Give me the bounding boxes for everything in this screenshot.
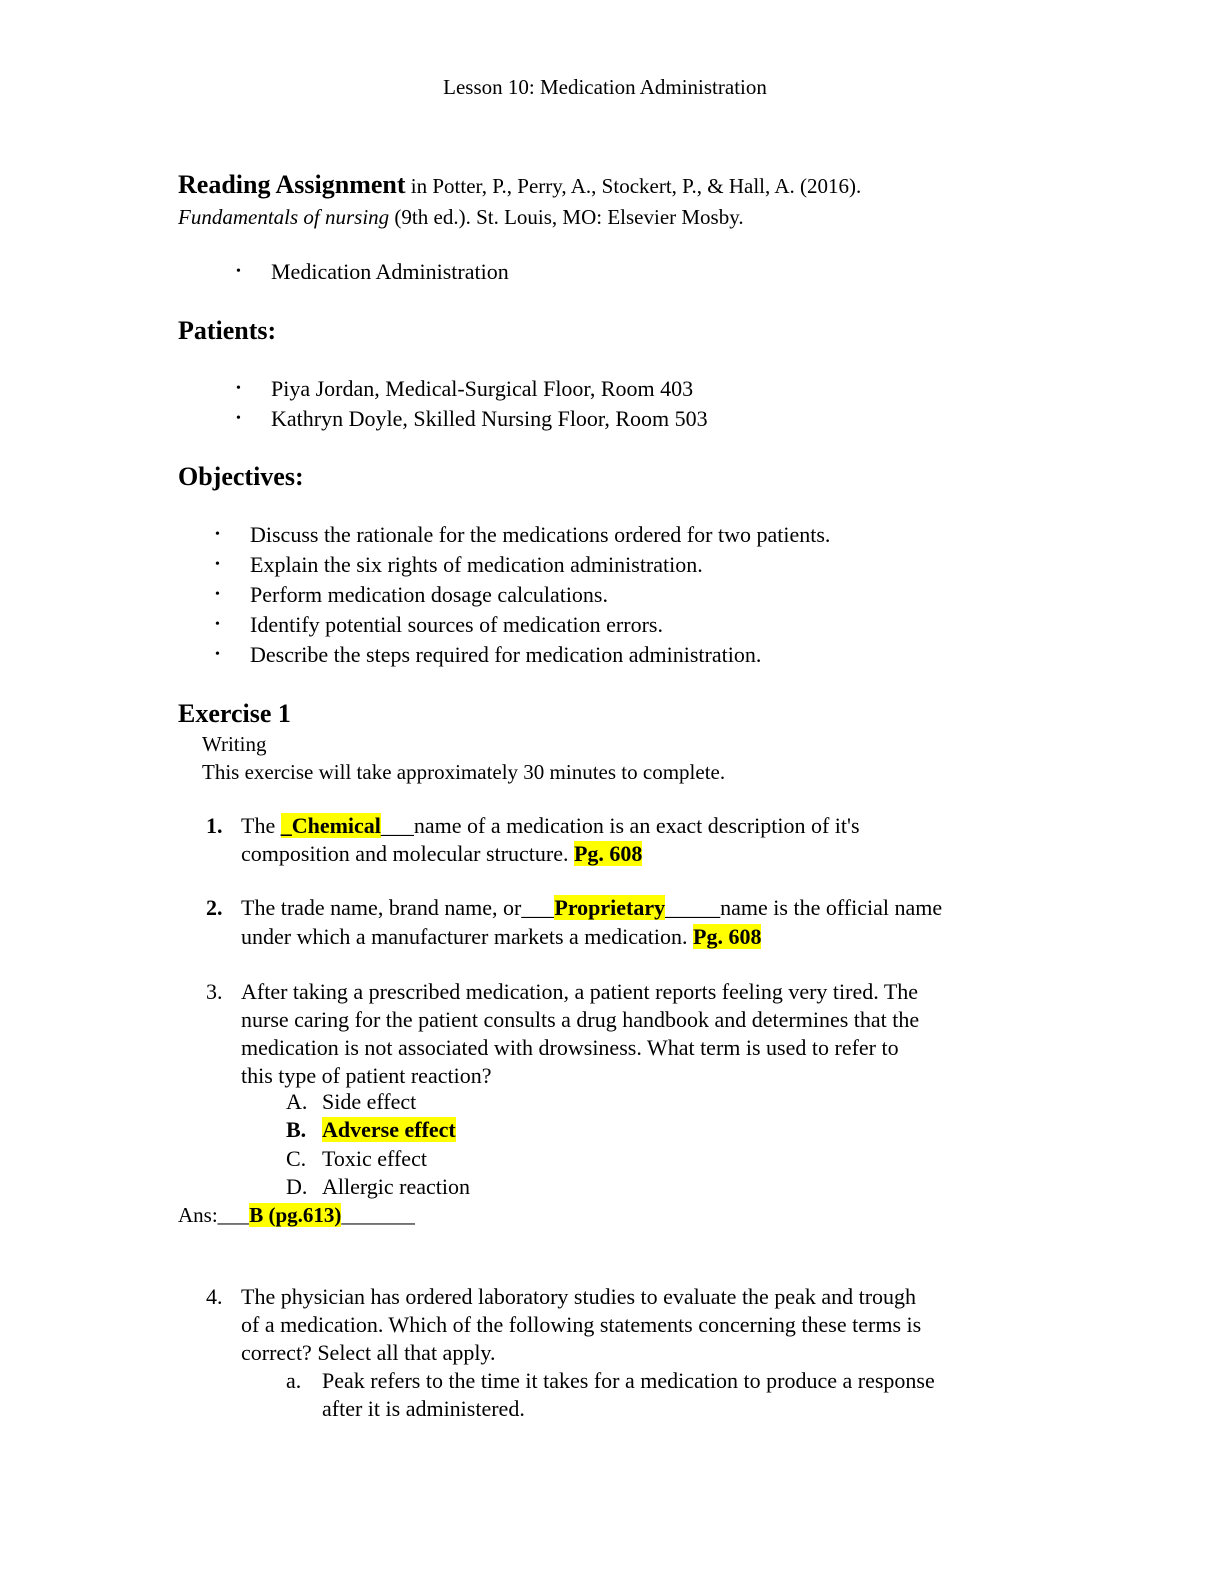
q2-post: _____name is the official name — [665, 895, 943, 920]
answer-value: B (pg.613) — [249, 1203, 342, 1227]
objective-item: Identify potential sources of medication errors. — [250, 612, 663, 637]
citation-text-2: (9th ed.). St. Louis, MO: Elsevier Mosby. — [389, 205, 744, 229]
reading-assignment-line — [178, 170, 861, 200]
q1-line2: composition and molecular structure. — [241, 841, 574, 866]
option-text: Toxic effect — [322, 1146, 427, 1171]
question-2-line-1 — [241, 895, 942, 921]
page-title: Lesson 10: Medication Administration — [443, 75, 767, 99]
q1-post: ___name of a medication is an exact description of it's — [380, 813, 860, 838]
q1-pre: The — [241, 813, 281, 838]
q1-page-ref: Pg. 608 — [573, 841, 643, 866]
question-1-line-1 — [241, 813, 860, 839]
option-correct — [322, 1117, 456, 1143]
option-text: Side effect — [322, 1089, 417, 1114]
option-letter: A. — [286, 1089, 308, 1114]
objective-item: Perform medication dosage calculations. — [250, 582, 608, 607]
answer-blank: _______ — [341, 1203, 415, 1227]
option-letter: D. — [286, 1174, 308, 1199]
bullet-icon: • — [215, 647, 220, 662]
question-3-text: this type of patient reaction? — [241, 1063, 492, 1088]
option-text: Allergic reaction — [322, 1174, 471, 1199]
citation-text: in Potter, P., Perry, A., Stockert, P., & Hall, A. (2016). — [405, 174, 862, 198]
bullet-icon: • — [215, 587, 220, 602]
bullet-icon: • — [236, 264, 241, 279]
objectives-heading: Objectives: — [178, 462, 304, 491]
option-text: Adverse effect — [322, 1117, 456, 1142]
exercise-duration: This exercise will take approximately 30 minutes to complete. — [202, 760, 726, 784]
patients-heading: Patients: — [178, 316, 277, 345]
patient-item: Kathryn Doyle, Skilled Nursing Floor, Room 503 — [271, 406, 708, 431]
reading-assignment-heading: Reading Assignment — [178, 170, 406, 199]
objective-item: Discuss the rationale for the medications ordered for two patients. — [250, 522, 831, 547]
objective-item: Describe the steps required for medication administration. — [250, 642, 762, 667]
question-number: 1. — [206, 813, 223, 838]
answer-label: Ans:___ — [178, 1203, 250, 1227]
question-number: 4. — [206, 1284, 223, 1309]
question-4-text: of a medication. Which of the following statements concerning these terms is — [241, 1312, 922, 1337]
q1-answer: _Chemical — [280, 813, 381, 838]
question-2-line-2 — [241, 924, 761, 950]
exercise-heading: Exercise 1 — [178, 699, 291, 728]
question-1-line-2 — [241, 841, 642, 867]
option-letter: a. — [286, 1368, 302, 1393]
option-text: after it is administered. — [322, 1396, 525, 1421]
q2-line2: under which a manufacturer markets a medication. — [241, 924, 694, 949]
book-title: Fundamentals of nursing — [178, 205, 390, 229]
exercise-type: Writing — [202, 732, 267, 756]
q2-pre: The trade name, brand name, or___ — [241, 895, 555, 920]
question-4-text: The physician has ordered laboratory studies to evaluate the peak and trough — [241, 1284, 917, 1309]
question-3-text: After taking a prescribed medication, a patient reports feeling very tired. The — [241, 979, 919, 1004]
reading-item: Medication Administration — [271, 259, 509, 284]
q2-answer: Proprietary — [554, 895, 666, 920]
bullet-icon: • — [215, 527, 220, 542]
option-letter: B. — [286, 1117, 307, 1142]
bullet-icon: • — [215, 557, 220, 572]
question-3-text: medication is not associated with drowsiness. What term is used to refer to — [241, 1035, 899, 1060]
q2-page-ref: Pg. 608 — [693, 924, 762, 949]
option-letter: C. — [286, 1146, 307, 1171]
patient-item: Piya Jordan, Medical-Surgical Floor, Room 403 — [271, 376, 694, 401]
bullet-icon: • — [215, 617, 220, 632]
objective-item: Explain the six rights of medication administration. — [250, 552, 703, 577]
bullet-icon: • — [236, 381, 241, 396]
bullet-icon: • — [236, 411, 241, 426]
option-text: Peak refers to the time it takes for a medication to produce a response — [322, 1368, 935, 1393]
question-3-text: nurse caring for the patient consults a drug handbook and determines that the — [241, 1007, 920, 1032]
question-number: 3. — [206, 979, 223, 1004]
citation-line-2 — [178, 204, 744, 230]
answer-line — [178, 1202, 415, 1228]
question-4-text: correct? Select all that apply. — [241, 1340, 496, 1365]
question-number: 2. — [206, 895, 223, 920]
